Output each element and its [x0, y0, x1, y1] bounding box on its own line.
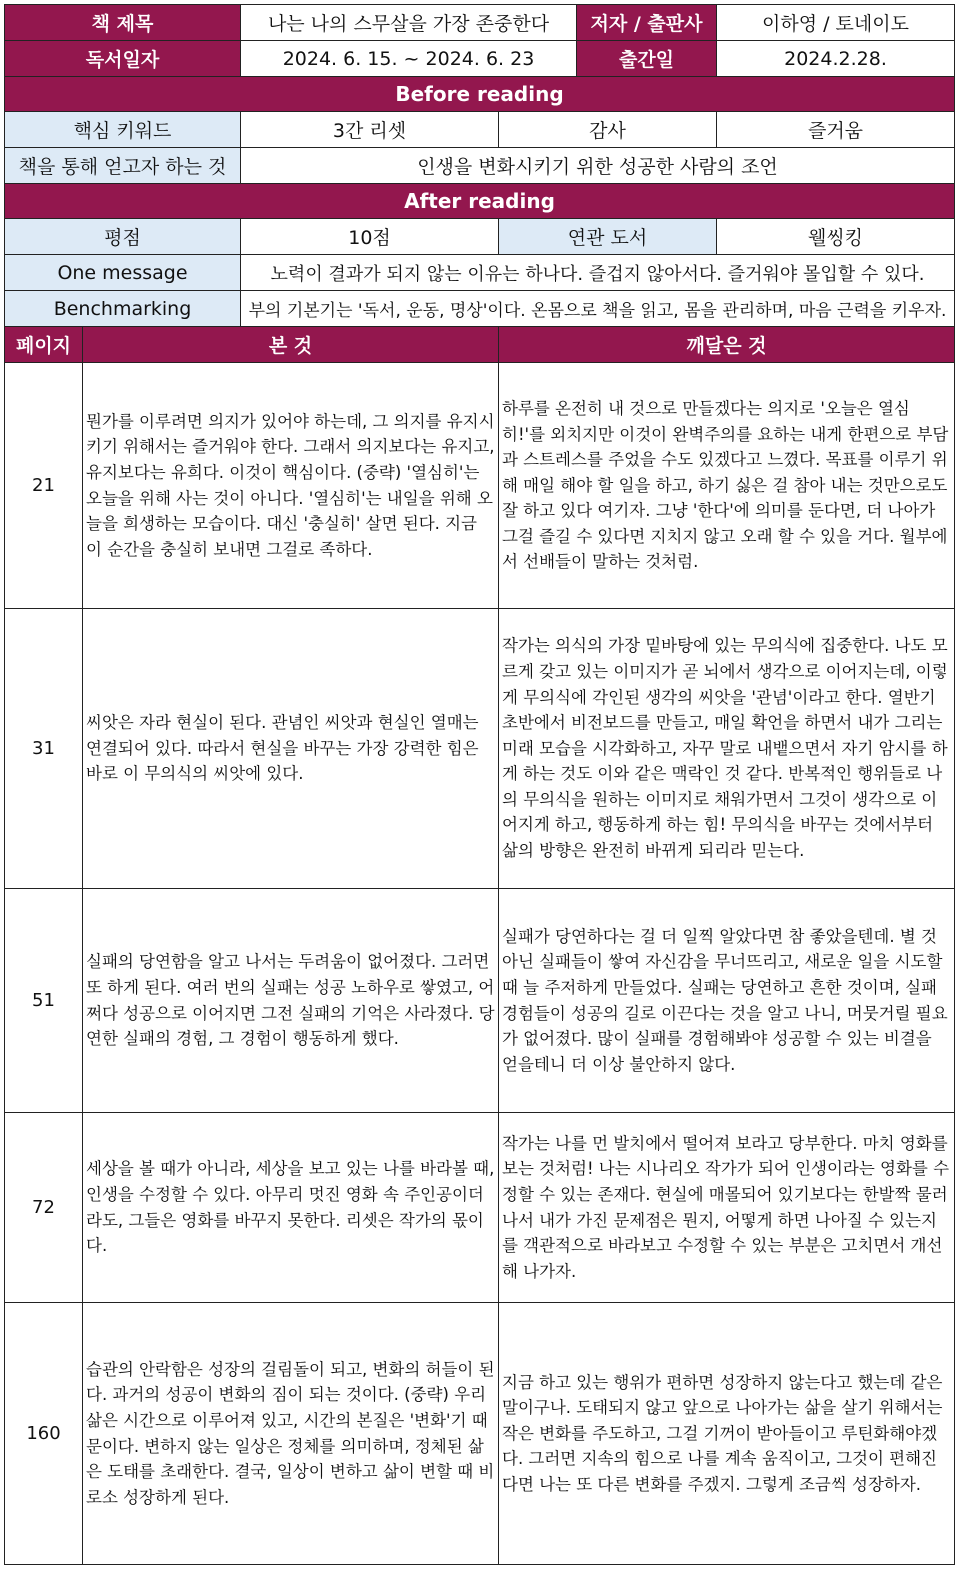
- author-publisher-label: 저자 / 출판사: [577, 5, 717, 41]
- note-seen: 실패의 당연함을 알고 나서는 두려움이 없어졌다. 그러면 또 하게 된다. 여러 번의 실패는 성공 노하우로 쌓였고, 어쩌다 성공으로 이어지면 그전 실패의 기억은 사라졌다. 당연한 실패의 경험, 그 경험이 행동하게 했다.: [83, 889, 499, 1113]
- rating-label: 평점: [5, 219, 241, 255]
- related-book-label: 연관 도서: [499, 219, 717, 255]
- note-page: 21: [5, 363, 83, 609]
- before-reading-row: [5, 77, 955, 112]
- note-realized: 하루를 온전히 내 것으로 만들겠다는 의지로 '오늘은 열심히!'를 외치지만 이것이 완벽주의를 요하는 내게 한편으로 부담과 스트레스를 주었을 수도 있겠다고 느꼈다. 목표를 이루기 위해 매일 해야 할 일을 하고, 하기 싫은 걸 참아 내는 것만으로도 잘 하고 있다 여기자. 그냥 '한다'에 의미를 둔다면, 더 나아가 그걸 즐길 수 있다면 지치지 않고 오래 할 수 있을 거다. 월부에서 선배들이 말하는 것처럼.: [499, 363, 955, 609]
- note-page: 31: [5, 609, 83, 889]
- rating-value: 10점: [241, 219, 499, 255]
- publish-date-value: 2024.2.28.: [717, 41, 955, 77]
- rating-row: [5, 219, 955, 255]
- note-page: 72: [5, 1113, 83, 1303]
- note-seen: 세상을 볼 때가 아니라, 세상을 보고 있는 나를 바라볼 때, 인생을 수정할 수 있다. 아무리 멋진 영화 속 주인공이더라도, 그들은 영화를 바꾸지 못한다. 리셋은 작가의 몫이다.: [83, 1113, 499, 1303]
- after-reading-row: [5, 184, 955, 219]
- goal-label: 책을 통해 얻고자 하는 것: [5, 148, 241, 184]
- author-publisher-value: 이하영 / 토네이도: [717, 5, 955, 41]
- message-row: [5, 255, 955, 291]
- goal-row: [5, 148, 955, 184]
- note-seen: 뭔가를 이루려면 의지가 있어야 하는데, 그 의지를 유지시키기 위해서는 즐거워야 한다. 그래서 의지보다는 유지고, 유지보다는 유희다. 이것이 핵심이다. (중략) '열심히'는 오늘을 위해 사는 것이 아니다. '열심히'는 내일을 위해 오늘을 희생하는 모습이다. 대신 '충실히' 살면 된다. 지금 이 순간을 충실히 보내면 그걸로 족하다.: [83, 363, 499, 609]
- note-row: [5, 889, 955, 1113]
- goal-value: 인생을 변화시키기 위한 성공한 사람의 조언: [241, 148, 955, 184]
- after-reading-heading: After reading: [5, 184, 955, 219]
- benchmarking-label: Benchmarking: [5, 291, 241, 327]
- keyword-label: 핵심 키워드: [5, 112, 241, 148]
- benchmarking-row: [5, 291, 955, 327]
- note-row: [5, 363, 955, 609]
- note-row: [5, 1113, 955, 1303]
- one-message-value: 노력이 결과가 되지 않는 이유는 하나다. 즐겁지 않아서다. 즐거워야 몰입할 수 있다.: [241, 255, 955, 291]
- related-book-value: 웰씽킹: [717, 219, 955, 255]
- note-realized: 작가는 의식의 가장 밑바탕에 있는 무의식에 집중한다. 나도 모르게 갖고 있는 이미지가 곧 뇌에서 생각으로 이어지는데, 이렇게 무의식에 각인된 생각의 씨앗을 '관념'이라고 한다. 열반기초반에서 비전보드를 만들고, 매일 확언을 하면서 내가 그리는 미래 모습을 시각화하고, 자꾸 말로 내뱉으면서 자기 암시를 하게 하는 것도 이와 같은 맥락인 것 같다. 반복적인 행위들로 나의 무의식을 원하는 이미지로 채워가면서 그것이 생각으로 이어지게 하고, 행동하게 하는 힘! 무의식을 바꾸는 것에서부터 삶의 방향은 완전히 바뀌게 되리라 믿는다.: [499, 609, 955, 889]
- reading-date-value: 2024. 6. 15. ~ 2024. 6. 23: [241, 41, 577, 77]
- book-title-value: 나는 나의 스무살을 가장 존중한다: [241, 5, 577, 41]
- note-realized: 실패가 당연하다는 걸 더 일찍 알았다면 참 좋았을텐데. 별 것 아닌 실패들이 쌓여 자신감을 무너뜨리고, 새로운 일을 시도할 때 늘 주저하게 만들었다. 실패는 당연하고 흔한 것이며, 실패 경험들이 성공의 길로 이끈다는 것을 알고 나니, 머뭇거릴 필요가 없어졌다. 많이 실패를 경험해봐야 성공할 수 있는 비결을 얻을테니 더 이상 불안하지 않다.: [499, 889, 955, 1113]
- before-reading-heading: Before reading: [5, 77, 955, 112]
- keyword-1: 3간 리셋: [241, 112, 499, 148]
- keyword-2: 감사: [499, 112, 717, 148]
- date-row: [5, 41, 955, 77]
- note-page: 51: [5, 889, 83, 1113]
- keyword-row: [5, 112, 955, 148]
- note-realized: 지금 하고 있는 행위가 편하면 성장하지 않는다고 했는데 같은 말이구나. 도태되지 않고 앞으로 나아가는 삶을 살기 위해서는 작은 변화를 주도하고, 그걸 기꺼이 받아들이고 루틴화해야겠다. 그러면 지속의 힘으로 나를 계속 움직이고, 그것이 편해진다면 나는 또 다른 변화를 주겠지. 그렇게 조금씩 성장하자.: [499, 1303, 955, 1565]
- reading-record-table: [4, 4, 955, 1565]
- note-page: 160: [5, 1303, 83, 1565]
- note-row: [5, 609, 955, 889]
- note-row: [5, 1303, 955, 1565]
- page-column-header: 페이지: [5, 327, 83, 363]
- keyword-3: 즐거움: [717, 112, 955, 148]
- note-seen: 씨앗은 자라 현실이 된다. 관념인 씨앗과 현실인 열매는 연결되어 있다. 따라서 현실을 바꾸는 가장 강력한 힘은 바로 이 무의식의 씨앗에 있다.: [83, 609, 499, 889]
- note-seen: 습관의 안락함은 성장의 걸림돌이 되고, 변화의 허들이 된다. 과거의 성공이 변화의 짐이 되는 것이다. (중략) 우리 삶은 시간으로 이루어져 있고, 시간의 본질은 '변화'기 때문이다. 변하지 않는 일상은 정체를 의미하며, 정체된 삶은 도태를 초래한다. 결국, 일상이 변하고 삶이 변할 때 비로소 성장하게 된다.: [83, 1303, 499, 1565]
- seen-column-header: 본 것: [83, 327, 499, 363]
- note-realized: 작가는 나를 먼 발치에서 떨어져 보라고 당부한다. 마치 영화를 보는 것처럼! 나는 시나리오 작가가 되어 인생이라는 영화를 수정할 수 있는 존재다. 현실에 매몰되어 있기보다는 한발짝 물러나서 내가 가진 문제점은 뭔지, 어떻게 하면 나아질 수 있는지를 객관적으로 바라보고 수정할 수 있는 부분은 고치면서 개선해 나가자.: [499, 1113, 955, 1303]
- realized-column-header: 깨달은 것: [499, 327, 955, 363]
- reading-date-label: 독서일자: [5, 41, 241, 77]
- book-title-label: 책 제목: [5, 5, 241, 41]
- benchmarking-value: 부의 기본기는 '독서, 운동, 명상'이다. 온몸으로 책을 읽고, 몸을 관리하며, 마음 근력을 키우자.: [241, 291, 955, 327]
- publish-date-label: 출간일: [577, 41, 717, 77]
- one-message-label: One message: [5, 255, 241, 291]
- title-row: [5, 5, 955, 41]
- notes-header-row: [5, 327, 955, 363]
- reading-record-sheet: [4, 4, 954, 1565]
